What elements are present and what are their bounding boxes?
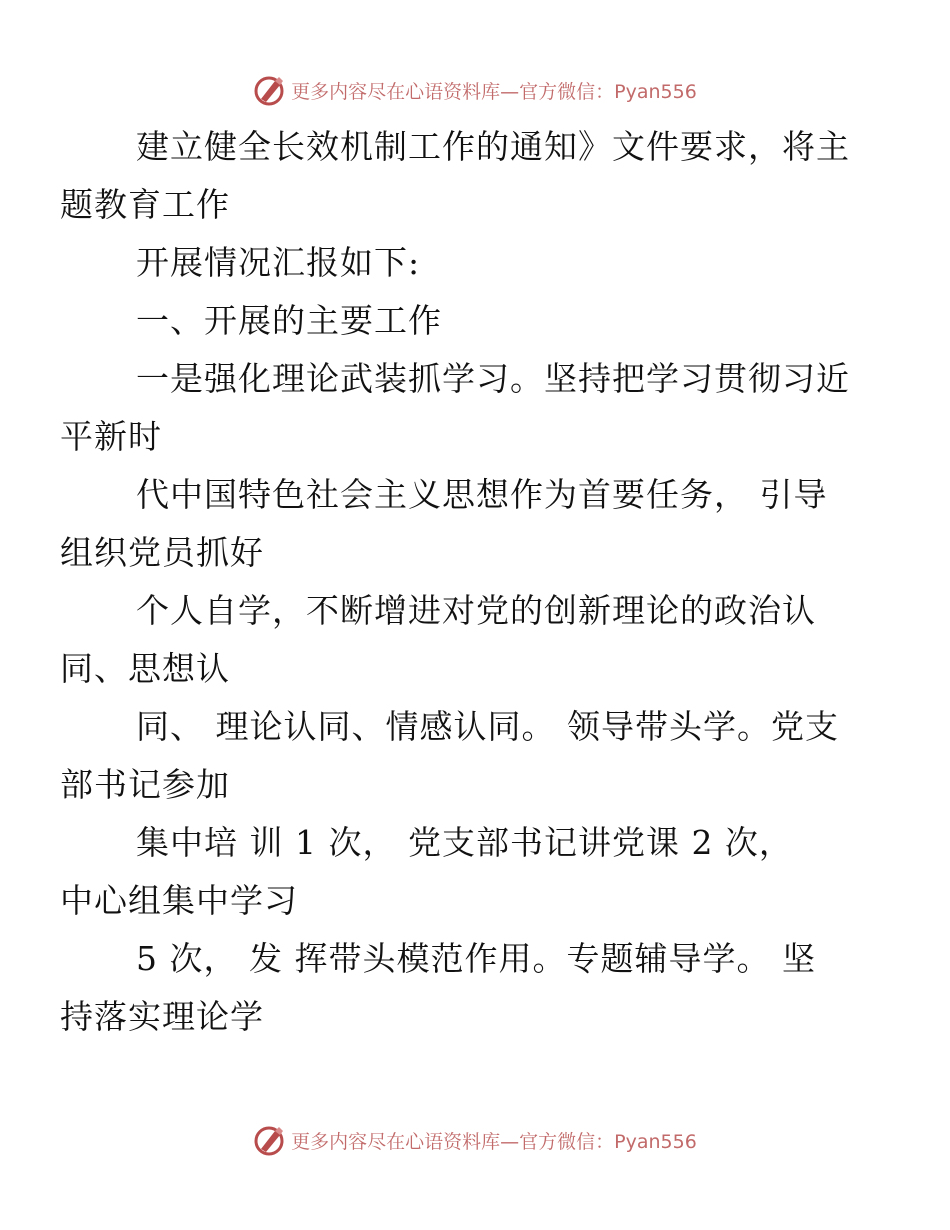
pen-logo-icon (253, 1123, 287, 1157)
paragraph: 建立健全长效机制工作的通知》文件要求，将主 题教育工作 (60, 127, 850, 224)
document-body (60, 118, 858, 1046)
paragraph: 同、 理论认同、情感认同。 领导带头学。党支 部书记参加 (60, 707, 839, 804)
paragraph: 个人自学，不断增进对党的创新理论的政治认 同、思想认 (60, 591, 816, 688)
watermark-text: 更多内容尽在心语资料库—官方微信：Pyan556 (291, 80, 697, 103)
paragraph: 开展情况汇报如下: (136, 243, 421, 282)
paragraph: 一是强化理论武装抓学习。坚持把学习贯彻习近 平新时 (60, 359, 850, 456)
paragraph: 集中培 训 1 次， 党支部书记讲党课 2 次， 中心组集中学习 (60, 823, 793, 920)
section-heading: 一、开展的主要工作 (136, 301, 442, 340)
pen-logo-icon (253, 73, 287, 107)
watermark-text: 更多内容尽在心语资料库—官方微信：Pyan556 (291, 1130, 697, 1153)
watermark-header (0, 70, 950, 110)
watermark-footer (0, 1120, 950, 1160)
paragraph: 5 次， 发 挥带头模范作用。专题辅导学。 坚 持落实理论学 (60, 939, 816, 1036)
paragraph: 代中国特色社会主义思想作为首要任务， 引导 组织党员抓好 (60, 475, 828, 572)
